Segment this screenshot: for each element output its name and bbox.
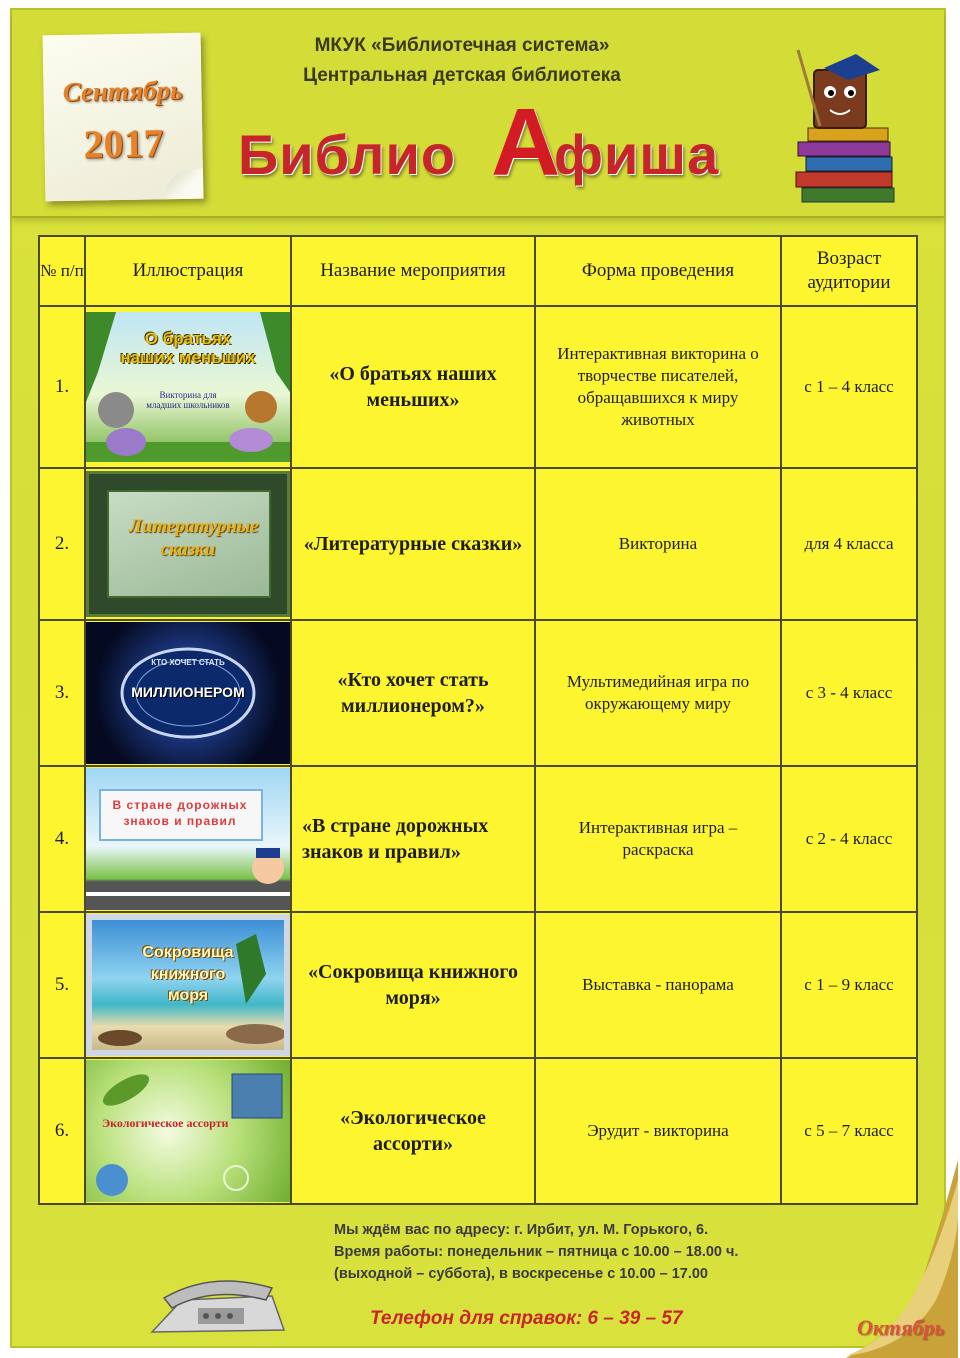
books-mascot-icon bbox=[784, 40, 904, 210]
thumb-subcaption: КТО ХОЧЕТ СТАТЬ bbox=[151, 658, 225, 667]
year-label: 2017 bbox=[83, 120, 164, 167]
illustration-sea-treasures bbox=[86, 914, 290, 1056]
row-age: с 3 - 4 класс bbox=[781, 620, 917, 766]
row-illustration bbox=[85, 468, 291, 620]
row-title: «Кто хочет стать миллионером?» bbox=[291, 620, 535, 766]
thumb-caption: Сокровища книжного моря bbox=[142, 944, 234, 1005]
row-title: «Экологическое ассорти» bbox=[291, 1058, 535, 1204]
month-label: Сентябрь bbox=[62, 74, 183, 108]
next-month-label: Октябрь bbox=[857, 1315, 945, 1340]
row-age: для 4 класса bbox=[781, 468, 917, 620]
brand-title bbox=[238, 89, 738, 196]
row-num: 6. bbox=[39, 1058, 85, 1204]
phone-line: Телефон для справок: 6 – 39 – 57 bbox=[370, 1308, 683, 1329]
illustration-animals bbox=[86, 312, 290, 462]
row-num: 3. bbox=[39, 620, 85, 766]
row-age: с 5 – 7 класс bbox=[781, 1058, 917, 1204]
thumb-caption: В стране дорожных знаков и правил bbox=[112, 798, 248, 828]
row-age: с 1 – 9 класс bbox=[781, 912, 917, 1058]
org-name: МКУК «Библиотечная система» bbox=[314, 35, 610, 56]
row-title: «Литературные сказки» bbox=[291, 468, 535, 620]
thumb-caption: О братьях наших меньших bbox=[120, 329, 256, 367]
brand-part1: Библио bbox=[238, 123, 457, 186]
table-row bbox=[39, 620, 917, 766]
telephone-icon bbox=[142, 1270, 292, 1350]
table-header-row bbox=[39, 236, 917, 306]
table-row bbox=[39, 1058, 917, 1204]
row-illustration bbox=[85, 620, 291, 766]
table-row bbox=[39, 912, 917, 1058]
poster-page bbox=[10, 8, 946, 1348]
thumb-caption: Экологическое ассорти bbox=[102, 1116, 229, 1130]
thumb-caption: МИЛЛИОНЕРОМ bbox=[131, 684, 245, 700]
col-num: № п/п bbox=[39, 236, 85, 306]
illustration-ecology bbox=[86, 1060, 290, 1202]
row-form: Викторина bbox=[535, 468, 781, 620]
thumb-subcaption: Викторина для младших школьников bbox=[146, 390, 230, 410]
row-title: «В стране дорожных знаков и правил» bbox=[291, 766, 535, 912]
row-form: Интерактивная викторина о творчестве писателей, обращавшихся к миру животных bbox=[535, 306, 781, 468]
col-age: Возраст аудитории bbox=[781, 236, 917, 306]
row-form: Мультимедийная игра по окружающему миру bbox=[535, 620, 781, 766]
row-form: Интерактивная игра – раскраска bbox=[535, 766, 781, 912]
row-num: 5. bbox=[39, 912, 85, 1058]
brand-letter: А bbox=[491, 89, 562, 196]
table-row bbox=[39, 766, 917, 912]
address-line: Мы ждём вас по адресу: г. Ирбит, ул. М. Горького, 6. bbox=[334, 1222, 709, 1238]
illustration-road-signs bbox=[86, 768, 290, 910]
table-row bbox=[39, 306, 917, 468]
illustration-millionaire bbox=[86, 622, 290, 764]
date-note bbox=[43, 33, 204, 202]
row-illustration bbox=[85, 306, 291, 468]
col-illustration: Иллюстрация bbox=[85, 236, 291, 306]
row-form: Эрудит - викторина bbox=[535, 1058, 781, 1204]
library-name: Центральная детская библиотека bbox=[303, 65, 621, 86]
brand-part2: фиша bbox=[554, 123, 720, 186]
illustration-fairy-tales bbox=[86, 471, 290, 617]
row-form: Выставка - панорама bbox=[535, 912, 781, 1058]
row-num: 1. bbox=[39, 306, 85, 468]
poster-header bbox=[12, 10, 944, 218]
hours-line: Время работы: понедельник – пятница с 10.00 – 18.00 ч. bbox=[334, 1244, 739, 1260]
row-age: с 1 – 4 класс bbox=[781, 306, 917, 468]
row-illustration bbox=[85, 1058, 291, 1204]
note-curl bbox=[165, 169, 204, 200]
row-title: «О братьях наших меньших» bbox=[291, 306, 535, 468]
thumb-caption: Литературные сказки bbox=[129, 516, 259, 560]
events-table bbox=[38, 235, 918, 1205]
row-num: 2. bbox=[39, 468, 85, 620]
weekend-line: (выходной – суббота), в воскресенье с 10.00 – 17.00 bbox=[334, 1266, 708, 1282]
col-form: Форма проведения bbox=[535, 236, 781, 306]
table-row bbox=[39, 468, 917, 620]
row-illustration bbox=[85, 766, 291, 912]
row-num: 4. bbox=[39, 766, 85, 912]
row-title: «Сокровища книжного моря» bbox=[291, 912, 535, 1058]
col-title: Название мероприятия bbox=[291, 236, 535, 306]
row-illustration bbox=[85, 912, 291, 1058]
row-age: с 2 - 4 класс bbox=[781, 766, 917, 912]
